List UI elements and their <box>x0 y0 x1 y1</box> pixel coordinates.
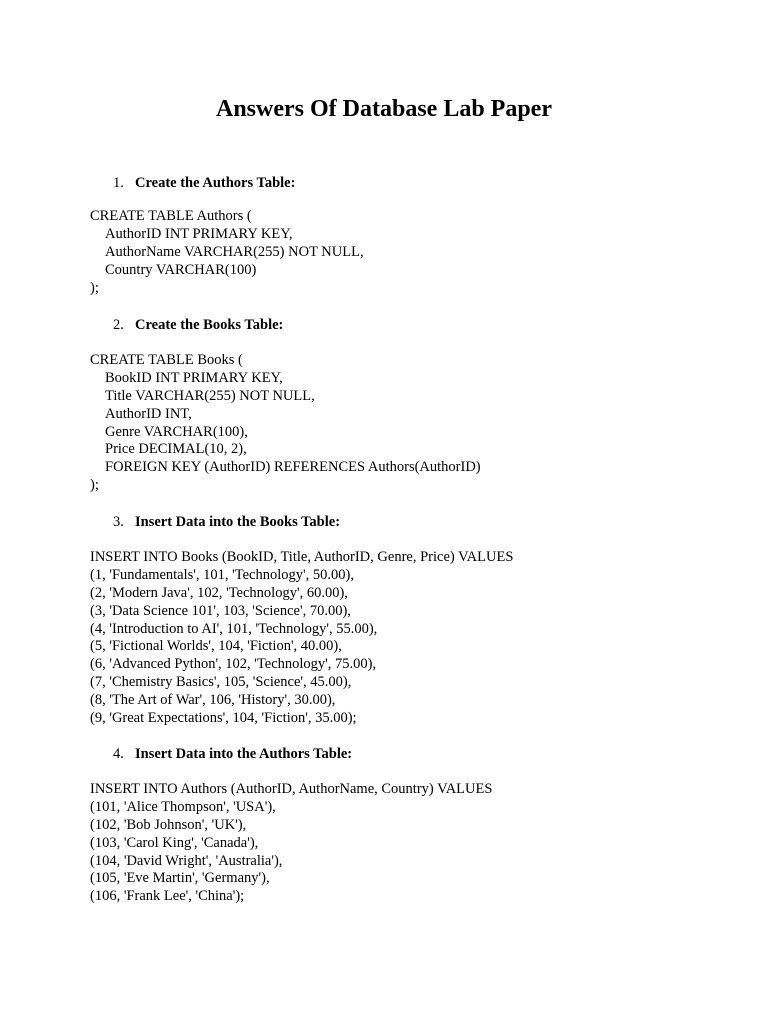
sql-block-create-books <box>90 352 481 495</box>
section-heading-1 <box>113 174 295 192</box>
sql-line: (1, 'Fundamentals', 101, 'Technology', 50.00), <box>90 566 354 583</box>
sql-line: Country VARCHAR(100) <box>105 261 257 278</box>
sql-line: FOREIGN KEY (AuthorID) REFERENCES Authors(AuthorID) <box>105 459 481 476</box>
sql-line: (9, 'Great Expectations', 104, 'Fiction', 35.00); <box>90 710 357 727</box>
section-number: 1. <box>113 175 124 191</box>
sql-line: Price DECIMAL(10, 2), <box>105 441 247 458</box>
section-heading-4 <box>113 745 352 763</box>
section-number: 2. <box>113 317 124 333</box>
sql-line: (101, 'Alice Thompson', 'USA'), <box>90 798 276 815</box>
section-title: Create the Books Table: <box>135 317 284 333</box>
section-title: Create the Authors Table: <box>135 175 296 191</box>
sql-line: Title VARCHAR(255) NOT NULL, <box>105 387 315 404</box>
section-number: 3. <box>113 514 124 530</box>
sql-line: ); <box>90 477 99 494</box>
sql-line: (105, 'Eve Martin', 'Germany'), <box>90 870 270 887</box>
section-heading-3 <box>113 513 340 531</box>
sql-line: (6, 'Advanced Python', 102, 'Technology', 75.00), <box>90 656 377 673</box>
sql-line: (106, 'Frank Lee', 'China'); <box>90 888 245 905</box>
sql-block-create-authors <box>90 208 364 297</box>
sql-line: (2, 'Modern Java', 102, 'Technology', 60.00), <box>90 584 348 601</box>
sql-line: (103, 'Carol King', 'Canada'), <box>90 834 259 851</box>
sql-block-insert-authors <box>90 781 492 906</box>
section-number: 4. <box>113 746 124 762</box>
sql-line: INSERT INTO Authors (AuthorID, AuthorName, Country) VALUES <box>90 781 493 797</box>
sql-line: CREATE TABLE Books ( <box>90 352 243 368</box>
sql-line: (102, 'Bob Johnson', 'UK'), <box>90 816 247 833</box>
sql-line: (5, 'Fictional Worlds', 104, 'Fiction', 40.00), <box>90 638 342 655</box>
sql-line: (8, 'The Art of War', 106, 'History', 30.00), <box>90 692 336 709</box>
sql-line: ); <box>90 279 99 296</box>
sql-line: (104, 'David Wright', 'Australia'), <box>90 852 283 869</box>
sql-line: AuthorName VARCHAR(255) NOT NULL, <box>105 243 364 260</box>
sql-line: (3, 'Data Science 101', 103, 'Science', 70.00), <box>90 602 351 619</box>
section-heading-2 <box>113 316 283 334</box>
sql-block-insert-books <box>90 549 513 728</box>
sql-line: INSERT INTO Books (BookID, Title, AuthorID, Genre, Price) VALUES <box>90 549 514 565</box>
sql-line: BookID INT PRIMARY KEY, <box>105 369 283 386</box>
sql-line: AuthorID INT, <box>105 405 192 422</box>
page-title: Answers Of Database Lab Paper <box>216 96 552 122</box>
sql-line: (4, 'Introduction to AI', 101, 'Technology', 55.00), <box>90 620 378 637</box>
sql-line: AuthorID INT PRIMARY KEY, <box>105 225 293 242</box>
sql-line: (7, 'Chemistry Basics', 105, 'Science', 45.00), <box>90 674 352 691</box>
section-title: Insert Data into the Books Table: <box>135 514 341 530</box>
sql-line: Genre VARCHAR(100), <box>105 423 248 440</box>
section-title: Insert Data into the Authors Table: <box>135 746 353 762</box>
sql-line: CREATE TABLE Authors ( <box>90 208 252 224</box>
